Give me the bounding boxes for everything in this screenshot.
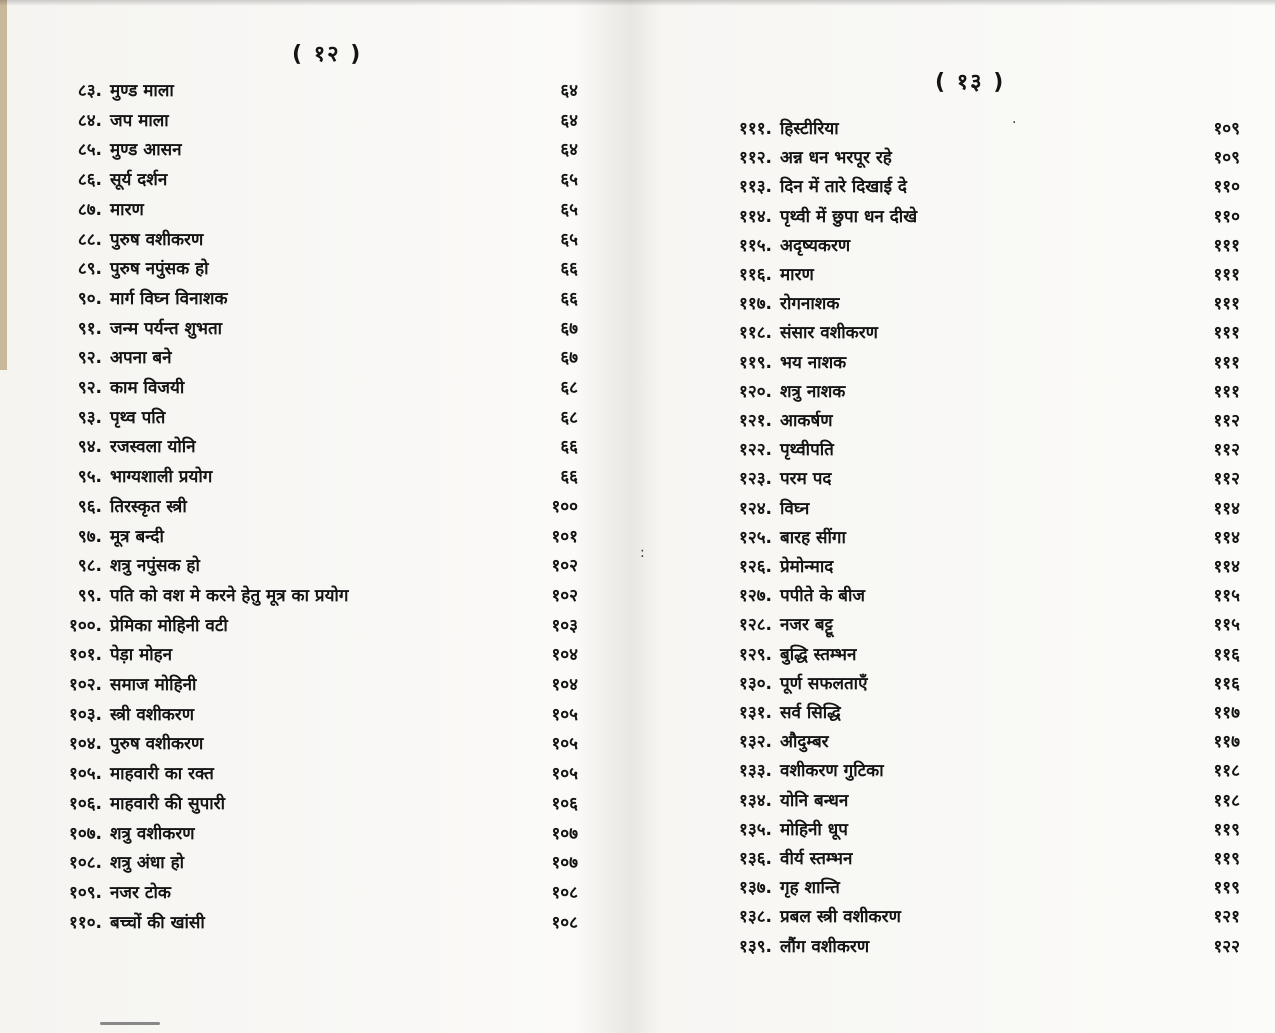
toc-entry — [710, 379, 1240, 405]
entry-number: १२६. — [739, 557, 772, 577]
toc-entry — [40, 167, 585, 193]
toc-entry — [710, 233, 1240, 259]
entry-title: प्रेमोन्माद — [780, 557, 834, 577]
toc-entry — [40, 464, 585, 490]
entry-title: जप माला — [110, 110, 169, 131]
toc-entry — [710, 262, 1240, 288]
entry-page-number: ११२ — [1213, 411, 1240, 431]
entry-number: १०७. — [69, 823, 102, 844]
entry-title: भय नाशक — [780, 352, 847, 373]
toc-entry — [710, 145, 1240, 171]
entry-number: ११४. — [739, 206, 772, 227]
entry-page-number: ११७ — [1213, 703, 1240, 723]
entry-number: ९०. — [77, 288, 102, 309]
entry-number: १३०. — [739, 673, 772, 694]
entry-number: ८६. — [77, 170, 102, 191]
entry-page-number: ६८ — [560, 378, 578, 398]
entry-page-number: १०१ — [551, 526, 578, 547]
toc-entry — [710, 817, 1240, 843]
toc-entry — [40, 316, 585, 342]
entry-page-number: ११९ — [1213, 878, 1240, 899]
toc-entry — [710, 408, 1240, 434]
entry-title: मार्ग विघ्न विनाशक — [110, 288, 228, 309]
entry-page-number: १०७ — [551, 853, 578, 874]
toc-entry — [710, 496, 1240, 522]
entry-page-number: ६४ — [560, 140, 578, 161]
entry-page-number: १०४ — [551, 645, 578, 666]
entry-title: पृथ्वी में छुपा धन दीखे — [780, 206, 918, 227]
toc-entry — [40, 642, 585, 668]
entry-number: ८७. — [77, 199, 102, 220]
entry-title: नजर बट्टू — [780, 615, 833, 636]
stray-colon-mark: : — [640, 545, 645, 561]
entry-page-number: १०६ — [551, 793, 578, 814]
entry-page-number: ६५ — [560, 199, 578, 220]
toc-entry — [710, 875, 1240, 901]
entry-title: पेड़ा मोहन — [110, 645, 173, 666]
toc-entry — [40, 731, 585, 757]
entry-page-number: १०३ — [551, 615, 578, 636]
toc-entry — [710, 642, 1240, 668]
entry-page-number: ६६ — [560, 288, 578, 309]
entry-number: १३९. — [739, 936, 772, 957]
entry-number: १३५. — [739, 819, 772, 840]
bottom-smudge — [100, 1022, 160, 1025]
entry-page-number: १११ — [1213, 381, 1240, 402]
entry-number: ९६. — [77, 496, 102, 517]
entry-number: ८३. — [77, 81, 102, 101]
entry-page-number: १०८ — [551, 882, 578, 903]
toc-entry — [710, 525, 1240, 551]
right-page-number: ( १३ ) — [935, 70, 1006, 95]
toc-entry — [710, 116, 1240, 142]
entry-number: ११६. — [739, 265, 772, 285]
entry-title: बारह सींगा — [780, 527, 846, 548]
entry-page-number: ११२ — [1213, 440, 1240, 461]
entry-number: १०२. — [69, 675, 102, 695]
entry-number: १२९. — [739, 644, 772, 665]
entry-title: पूर्ण सफलताएँ — [780, 673, 868, 694]
entry-title: सूर्य दर्शन — [110, 170, 168, 191]
entry-page-number: १०५ — [551, 764, 578, 785]
entry-title: पति को वश मे करने हेतु मूत्र का प्रयोग — [110, 585, 349, 606]
entry-page-number: १११ — [1213, 235, 1240, 256]
entry-title: संसार वशीकरण — [780, 323, 878, 344]
entry-title: पृथ्वीपति — [780, 440, 834, 461]
entry-title: औदुम्बर — [780, 732, 829, 753]
toc-entry — [710, 320, 1240, 346]
entry-title: भाग्यशाली प्रयोग — [110, 467, 213, 488]
entry-page-number: १०५ — [551, 734, 578, 755]
toc-entry — [710, 204, 1240, 230]
entry-page-number: ११४ — [1213, 527, 1240, 548]
entry-number: ११९. — [739, 352, 772, 373]
entry-page-number: ११६ — [1213, 673, 1240, 694]
entry-page-number: ६४ — [560, 81, 578, 101]
entry-number: १२८. — [739, 615, 772, 636]
entry-number: १०१. — [69, 645, 102, 666]
entry-title: परम पद — [780, 469, 832, 490]
toc-entry — [710, 904, 1240, 930]
entry-number: ९२. — [77, 378, 102, 398]
toc-entry — [710, 612, 1240, 638]
toc-entry — [40, 286, 585, 312]
entry-number: ९५. — [77, 467, 102, 488]
entry-number: १००. — [69, 615, 102, 636]
entry-number: १३१. — [739, 703, 772, 723]
entry-number: १३८. — [739, 907, 772, 928]
toc-entry — [40, 791, 585, 817]
entry-page-number: ११० — [1213, 177, 1240, 198]
entry-number: ९७. — [77, 526, 102, 547]
entry-title: वशीकरण गुटिका — [780, 761, 884, 782]
toc-entry — [40, 494, 585, 520]
entry-page-number: १११ — [1213, 323, 1240, 344]
entry-number: १०४. — [69, 734, 102, 755]
entry-title: मारण — [780, 265, 814, 285]
entry-number: ९४. — [77, 437, 102, 458]
toc-entry — [40, 821, 585, 847]
entry-title: पृथ्व पति — [110, 407, 166, 428]
entry-page-number: १११ — [1213, 294, 1240, 315]
right-toc-list — [640, 0, 1275, 1033]
entry-page-number: ६६ — [560, 437, 578, 458]
entry-title: नजर टोक — [110, 882, 171, 903]
stray-dot-mark: · — [1012, 115, 1017, 131]
entry-number: १०३. — [69, 704, 102, 725]
entry-page-number: ११७ — [1213, 732, 1240, 753]
toc-entry — [710, 466, 1240, 492]
entry-page-number: १०४ — [551, 675, 578, 695]
toc-entry — [40, 375, 585, 401]
entry-page-number: ११८ — [1213, 790, 1240, 811]
entry-title: मारण — [110, 199, 144, 220]
toc-entry — [40, 108, 585, 134]
toc-entry — [710, 788, 1240, 814]
entry-title: रोगनाशक — [780, 294, 840, 315]
entry-number: ९१. — [77, 318, 102, 339]
toc-entry — [710, 758, 1240, 784]
entry-title: पपीते के बीज — [780, 586, 866, 607]
entry-title: पुरुष वशीकरण — [110, 734, 204, 755]
toc-entry — [40, 850, 585, 876]
entry-number: १३७. — [739, 878, 772, 899]
toc-entry — [710, 291, 1240, 317]
entry-number: १३२. — [739, 732, 772, 753]
entry-page-number: ६७ — [560, 318, 578, 339]
entry-page-number: ११९ — [1213, 849, 1240, 869]
toc-entry — [710, 729, 1240, 755]
entry-number: ११५. — [739, 235, 772, 256]
entry-page-number: ११४ — [1213, 498, 1240, 519]
entry-page-number: १०२ — [551, 585, 578, 606]
entry-page-number: १०९ — [1213, 148, 1240, 169]
entry-title: शत्रु नाशक — [780, 381, 846, 402]
entry-page-number: ११५ — [1213, 586, 1240, 607]
toc-entry — [40, 345, 585, 371]
entry-page-number: ६६ — [560, 467, 578, 488]
entry-number: १०६. — [69, 793, 102, 814]
entry-title: मुण्ड आसन — [110, 140, 182, 161]
entry-title: प्रेमिका मोहिनी वटी — [110, 615, 228, 636]
entry-page-number: १२१ — [1213, 907, 1240, 928]
entry-page-number: १०२ — [551, 556, 578, 577]
entry-page-number: ६४ — [560, 110, 578, 131]
toc-entry — [40, 78, 585, 104]
entry-number: ८८. — [77, 229, 102, 250]
entry-title: रजस्वला योनि — [110, 437, 196, 458]
entry-number: ९८. — [77, 556, 102, 577]
entry-number: ११२. — [739, 148, 772, 169]
entry-title: आकर्षण — [780, 411, 833, 431]
entry-title: माहवारी की सुपारी — [110, 793, 226, 814]
entry-page-number: १०७ — [551, 823, 578, 844]
entry-page-number: ६८ — [560, 407, 578, 428]
entry-number: १३४. — [739, 790, 772, 811]
entry-title: मोहिनी धूप — [780, 819, 848, 840]
toc-entry — [710, 671, 1240, 697]
toc-entry — [710, 554, 1240, 580]
entry-number: १०८. — [69, 853, 102, 874]
entry-title: मूत्र बन्दी — [110, 526, 164, 547]
entry-title: विघ्न — [780, 498, 810, 519]
entry-number: १२५. — [739, 527, 772, 548]
entry-title: प्रबल स्त्री वशीकरण — [780, 907, 901, 928]
entry-title: तिरस्कृत स्त्री — [110, 496, 187, 517]
toc-entry — [710, 846, 1240, 872]
toc-entry — [40, 910, 585, 936]
entry-page-number: ११० — [1213, 206, 1240, 227]
entry-title: स्त्री वशीकरण — [110, 704, 195, 725]
toc-entry — [40, 583, 585, 609]
entry-page-number: ११२ — [1213, 469, 1240, 490]
toc-entry — [40, 405, 585, 431]
toc-entry — [40, 137, 585, 163]
entry-page-number: ६७ — [560, 348, 578, 369]
entry-number: १२१. — [739, 411, 772, 431]
toc-entry — [40, 613, 585, 639]
entry-title: अदृष्यकरण — [780, 235, 851, 256]
left-page — [0, 0, 630, 1033]
entry-page-number: १२२ — [1213, 936, 1240, 957]
toc-entry — [40, 672, 585, 698]
toc-entry — [40, 702, 585, 728]
entry-number: १२७. — [739, 586, 772, 607]
toc-entry — [40, 434, 585, 460]
entry-title: शत्रु वशीकरण — [110, 823, 195, 844]
entry-page-number: ६६ — [560, 259, 578, 280]
entry-page-number: १०५ — [551, 704, 578, 725]
entry-title: बच्चों की खांसी — [110, 912, 205, 933]
left-page-number: ( १२ ) — [292, 42, 363, 67]
entry-title: अपना बने — [110, 348, 172, 369]
entry-title: शत्रु नपुंसक हो — [110, 556, 200, 577]
entry-number: ११७. — [739, 294, 772, 315]
entry-title: माहवारी का रक्त — [110, 764, 214, 785]
entry-number: १३६. — [739, 849, 772, 869]
toc-entry — [40, 227, 585, 253]
entry-number: १०५. — [69, 764, 102, 785]
entry-number: ११०. — [69, 912, 102, 933]
toc-entry — [710, 174, 1240, 200]
entry-title: समाज मोहिनी — [110, 675, 197, 695]
toc-entry — [710, 700, 1240, 726]
entry-title: दिन में तारे दिखाई दे — [780, 177, 907, 198]
entry-number: १०९. — [69, 882, 102, 903]
toc-entry — [710, 583, 1240, 609]
entry-number: ८९. — [77, 259, 102, 280]
entry-number: ९२. — [77, 348, 102, 369]
entry-number: १२४. — [739, 498, 772, 519]
toc-entry — [40, 553, 585, 579]
entry-number: ११३. — [739, 177, 772, 198]
toc-entry — [40, 524, 585, 550]
left-toc-list — [0, 0, 630, 1033]
toc-entry — [710, 934, 1240, 960]
entry-number: ९९. — [77, 585, 102, 606]
entry-page-number: ६५ — [560, 170, 578, 191]
entry-number: ११८. — [739, 323, 772, 344]
entry-page-number: ११५ — [1213, 615, 1240, 636]
entry-number: १११. — [739, 119, 772, 139]
entry-title: बुद्धि स्तम्भन — [780, 644, 857, 665]
entry-page-number: ६५ — [560, 229, 578, 250]
toc-entry — [710, 350, 1240, 376]
entry-page-number: ११९ — [1213, 819, 1240, 840]
entry-number: १२२. — [739, 440, 772, 461]
entry-title: पुरुष नपुंसक हो — [110, 259, 209, 280]
entry-title: योनि बन्धन — [780, 790, 849, 811]
entry-title: हिस्टीरिया — [780, 119, 839, 139]
entry-title: लौंग वशीकरण — [780, 936, 870, 957]
entry-number: १३३. — [739, 761, 772, 782]
toc-entry — [40, 761, 585, 787]
right-page — [640, 0, 1275, 1033]
entry-title: सर्व सिद्धि — [780, 703, 841, 723]
entry-page-number: १०० — [551, 496, 578, 517]
entry-number: ८५. — [77, 140, 102, 161]
entry-number: १२०. — [739, 381, 772, 402]
entry-title: शत्रु अंधा हो — [110, 853, 185, 874]
entry-title: काम विजयी — [110, 378, 185, 398]
toc-entry — [710, 437, 1240, 463]
entry-page-number: ११४ — [1213, 557, 1240, 577]
entry-page-number: ११६ — [1213, 644, 1240, 665]
entry-number: ८४. — [77, 110, 102, 131]
entry-page-number: १११ — [1213, 352, 1240, 373]
entry-title: वीर्य स्तम्भन — [780, 849, 853, 869]
toc-entry — [40, 256, 585, 282]
entry-title: पुरुष वशीकरण — [110, 229, 204, 250]
entry-number: ९३. — [77, 407, 102, 428]
entry-page-number: १०९ — [1213, 119, 1240, 139]
toc-entry — [40, 880, 585, 906]
entry-page-number: १०८ — [551, 912, 578, 933]
toc-entry — [40, 197, 585, 223]
entry-title: अन्न धन भरपूर रहे — [780, 148, 892, 169]
entry-page-number: १११ — [1213, 265, 1240, 285]
entry-page-number: ११८ — [1213, 761, 1240, 782]
entry-title: गृह शान्ति — [780, 878, 840, 899]
entry-title: जन्म पर्यन्त शुभता — [110, 318, 223, 339]
entry-title: मुण्ड माला — [110, 81, 174, 101]
entry-number: १२३. — [739, 469, 772, 490]
